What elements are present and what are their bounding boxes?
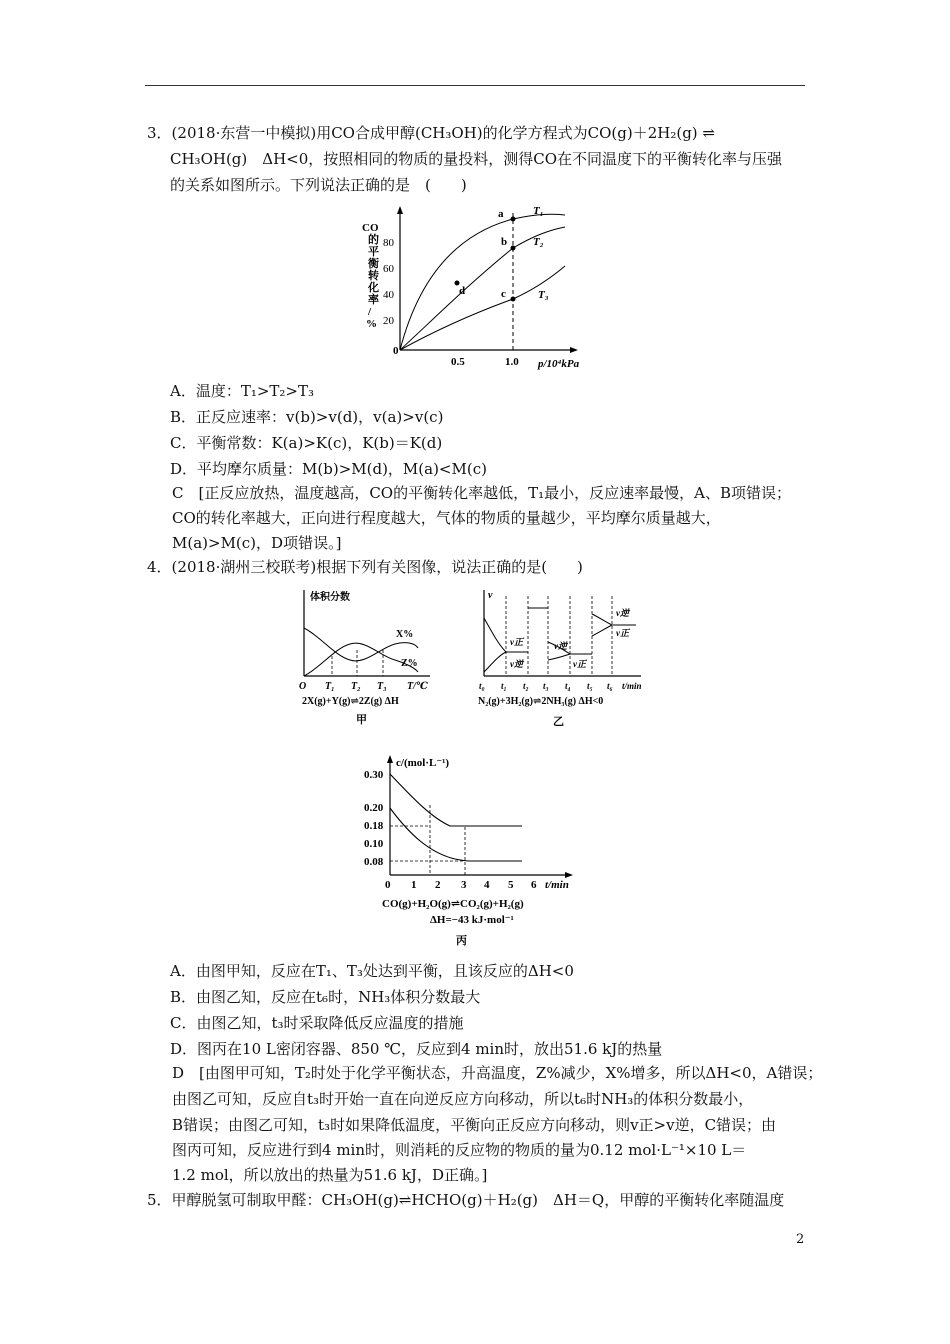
bing-ytick: 0.18 (364, 820, 384, 832)
q3-option-b: B．正反应速率：v(b)>v(d)，v(a)>v(c) (170, 408, 444, 426)
bing-delta-h: ΔH=−43 kJ·mol⁻¹ (430, 914, 514, 926)
q3-ytick: 60 (383, 263, 394, 275)
jia-origin: O (299, 681, 307, 692)
q3-stem-line-3: 的关系如图所示。下列说法正确的是 ( ) (170, 176, 467, 194)
q3-xtick: 1.0 (505, 356, 519, 368)
label-T3: T₃ (538, 289, 549, 301)
q4-option-a: A．由图甲知，反应在T₁、T₃处达到平衡，且该反应的ΔH<0 (170, 962, 574, 980)
q4-answer-line-3: B错误；由图乙可知，t₃时如果降低温度，平衡向正反应方向移动，则v正>v逆，C错误；由 (172, 1116, 777, 1134)
yi-xtick: t₁ (501, 681, 507, 691)
q5-stem: 5．甲醇脱氢可制取甲醛：CH₃OH(g)⇌HCHO(g)＋H₂(g) ΔH＝Q，甲醇的平衡转化率随温度 (147, 1191, 785, 1209)
bing-xtick: 3 (461, 879, 467, 891)
bing-ytick: 0.20 (364, 802, 384, 814)
q3-answer-line-3: M(a)>M(c)，D项错误。] (172, 534, 342, 552)
label-d: d (459, 285, 466, 297)
point-a (511, 217, 516, 222)
bing-curve-lower (390, 808, 522, 861)
yi-label: v正 (510, 637, 523, 647)
q4-stem: 4．(2018·湖州三校联考)根据下列有关图像，说法正确的是( ) (147, 558, 583, 576)
q4-chart-yi (476, 588, 661, 738)
jia-xtick: T₃ (377, 681, 387, 692)
q3-option-c: C．平衡常数：K(a)>K(c)，K(b)＝K(d) (170, 434, 443, 452)
point-c (511, 297, 516, 302)
q3-ylabel-8: / (368, 306, 372, 318)
q4-answer-line-5: 1.2 mol，所以放出的热量为51.6 kJ，D正确。] (172, 1166, 488, 1184)
bing-xtick: 5 (508, 879, 514, 891)
bing-xtick: 4 (484, 879, 490, 891)
q3-origin: 0 (393, 345, 399, 357)
q3-stem-line-1: 3．(2018·东营一中模拟)用CO合成甲醇(CH₃OH)的化学方程式为CO(g)＋2H₂(g) ⇌ (147, 124, 715, 142)
point-b (511, 246, 516, 251)
q4-option-b: B．由图乙知，反应在t₆时，NH₃体积分数最大 (170, 988, 481, 1006)
yi-xtick: t₃ (543, 681, 549, 691)
yi-equation: N₂(g)+3H₂(g)⇌2NH₃(g) ΔH<0 (478, 696, 604, 707)
q4-chart-jia (290, 588, 445, 738)
bing-ylabel: c/(mol·L⁻¹) (396, 757, 450, 769)
q4-option-c: C．由图乙知，t₃时采取降低反应温度的措施 (170, 1014, 464, 1032)
bing-xlabel: t/min (545, 879, 569, 891)
q3-ylabel-6: 化 (368, 282, 379, 294)
bing-equation: CO(g)+H₂O(g)⇌CO₂(g)+H₂(g) (382, 898, 524, 910)
q3-option-d: D．平均摩尔质量：M(b)>M(d)，M(a)<M(c) (170, 460, 487, 478)
q3-ylabel-1: CO (362, 222, 379, 234)
q3-ylabel-3: 平 (368, 246, 379, 258)
jia-equation: 2X(g)+Y(g)⇌2Z(g) ΔH (302, 696, 399, 707)
label-T2: T₂ (533, 236, 544, 248)
yi-label: v正 (573, 659, 586, 669)
q3-ylabel-4: 衡 (368, 258, 379, 270)
jia-xtick: T₂ (351, 681, 361, 692)
q3-stem-line-2: CH₃OH(g) ΔH<0，按照相同的物质的量投料，测得CO在不同温度下的平衡转化率与压强 (170, 150, 783, 168)
bing-xtick: 1 (411, 879, 417, 891)
jia-ylabel: 体积分数 (310, 592, 350, 603)
q3-xtick: 0.5 (451, 356, 465, 368)
q4-option-d: D．图丙在10 L密闭容器、850 ℃，反应到4 min时，放出51.6 kJ的热量 (170, 1040, 663, 1058)
yi-label: v逆 (510, 659, 523, 669)
jia-xtick: T₁ (325, 681, 335, 692)
jia-series-x: X% (396, 629, 414, 640)
yi-caption: 乙 (553, 716, 564, 728)
q3-ylabel-2: 的 (368, 234, 379, 246)
q3-ytick: 80 (383, 237, 394, 249)
yi-label: v逆 (554, 641, 567, 651)
yi-xtick: t₂ (523, 681, 529, 691)
q3-answer-line-2: CO的转化率越大，正向进行程度越大，气体的物质的量越少，平均摩尔质量越大， (172, 509, 721, 527)
label-a: a (498, 208, 504, 220)
yi-xlabel: t/min (622, 681, 642, 691)
yi-line-v-forward-3 (592, 625, 612, 636)
q3-answer-line-1: C [正反应放热，温度越高，CO的平衡转化率越低，T₁最小，反应速率最慢，A、B项错误； (172, 484, 791, 502)
q3-ylabel-5: 转 (368, 270, 379, 282)
bing-ytick: 0.10 (364, 838, 384, 850)
yi-label: v逆 (616, 608, 629, 618)
jia-caption: 甲 (356, 714, 367, 726)
q4-chart-bing (360, 755, 590, 955)
yi-line-v-reverse-1 (484, 652, 506, 672)
q3-ylabel-9: % (366, 318, 377, 330)
yi-xtick: t₀ (479, 681, 485, 691)
yi-line-v-reverse-3 (592, 614, 636, 625)
label-b: b (501, 236, 508, 248)
bing-curve-upper (390, 774, 522, 826)
bing-ytick: 0.30 (364, 769, 384, 781)
yi-xtick: t₅ (587, 681, 593, 691)
yi-label: v正 (616, 628, 629, 638)
q3-ylabel-7: 率 (368, 294, 379, 306)
header-rule (145, 85, 805, 86)
page-number: 2 (796, 1232, 805, 1247)
label-T1: T₁ (533, 205, 544, 217)
q4-answer-line-1: D [由图甲可知，T₂时处于化学平衡状态，升高温度，Z%减少，X%增多，所以ΔH<0，A错误； (172, 1064, 823, 1082)
yi-xtick: t₆ (607, 681, 613, 691)
yi-line-v-forward-2 (548, 654, 570, 660)
q3-ytick: 40 (383, 289, 394, 301)
q3-xlabel: p/10⁴kPa (538, 358, 580, 370)
q3-option-a: A．温度：T₁>T₂>T₃ (170, 382, 315, 400)
curve-T3 (400, 266, 565, 350)
q3-chart (360, 203, 600, 373)
bing-caption: 丙 (456, 935, 467, 947)
bing-origin: 0 (385, 879, 391, 891)
jia-xlabel: T/℃ (407, 681, 428, 692)
jia-series-z: Z% (401, 658, 418, 669)
bing-xtick: 2 (435, 879, 441, 891)
yi-xtick: t₄ (565, 681, 571, 691)
q4-answer-line-2: 由图乙可知，反应自t₃时开始一直在向逆反应方向移动，所以t₆时NH₃的体积分数最小， (172, 1090, 754, 1108)
label-c: c (501, 288, 506, 300)
bing-xtick: 6 (531, 879, 537, 891)
q4-answer-line-4: 图丙可知，反应进行到4 min时，则消耗的反应物的物质的量为0.12 mol·L⁻¹×10 L＝ (172, 1141, 747, 1159)
q3-ytick: 20 (383, 315, 394, 327)
bing-ytick: 0.08 (364, 856, 384, 868)
yi-ylabel: v (488, 590, 493, 601)
